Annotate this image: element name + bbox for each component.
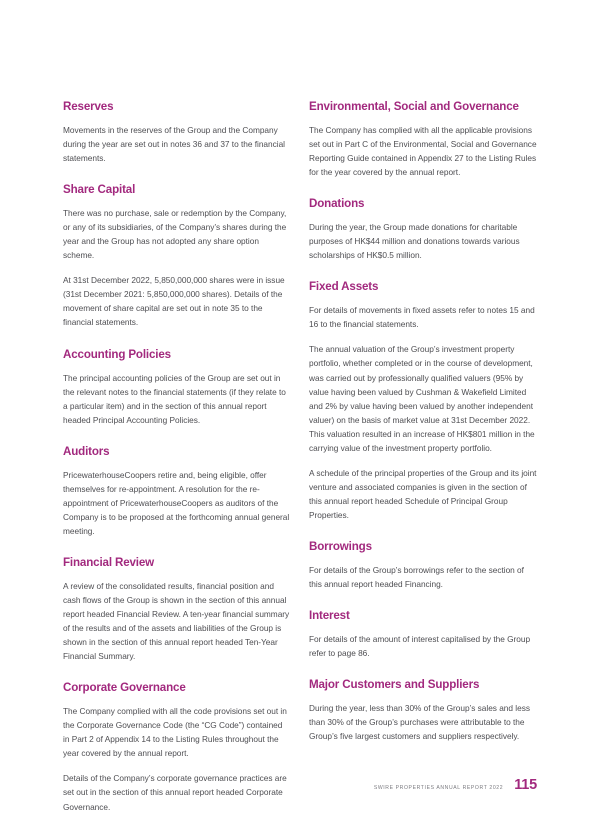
section-paragraph: During the year, the Group made donations for charitable purposes of HK$44 million and donations towards various scholarships of HK$0.5 million. [309,222,520,261]
section-paragraph: The principal accounting policies of the Group are set out in the relevant notes to the financial statements (if they relate to a particular item) and in the section of this annual report headed Principal Accounting Policies. [63,372,286,425]
section [63,445,291,538]
section [309,280,537,522]
section [309,197,537,262]
section-paragraph: The annual valuation of the Group’s investment property portfolio, whether completed or in the course of development, was carried out by professionally qualified valuers (95% by value having been valued by Cushman & Wakefield Limited and 2% by value having been valued by another independent valuer) on the basis of market value at 31st December 2022. This valuation resulted in an increase of HK$801 million in the carrying value of the investment property portfolio. [309,344,535,453]
section-paragraph: For details of movements in fixed assets refer to notes 15 and 16 to the financial statements. [309,305,535,330]
section-paragraph: Movements in the reserves of the Group and the Company during the year are set out in notes 36 and 37 to the financial statements. [63,125,285,164]
section-heading: Share Capital [63,183,136,197]
section [63,348,291,427]
section-paragraph: A review of the consolidated results, financial position and cash flows of the Group is shown in the section of this annual report headed Financial Review. A ten-year financial summary of the results and of the assets and liabilities of the Group is shown in the section of this annual report headed Ten-Year Financial Summary. [63,580,290,662]
section-heading: Reserves [63,100,114,113]
section-paragraph: A schedule of the principal properties of the Group and its joint venture and associated companies is given in the section of this annual report headed Schedule of Principal Group Properties. [309,467,537,520]
section-paragraph: There was no purchase, sale or redemption by the Company, or any of its subsidiaries, of the Company’s shares during the year and the Group has not adopted any share option scheme. [63,208,287,261]
section-heading: Auditors [63,444,110,458]
section-paragraph: At 31st December 2022, 5,850,000,000 shares were in issue (31st December 2021: 5,850,000,000 shares). Details of the movement of share capital are set out in note 35 to the financial statements. [63,275,285,328]
section [309,609,537,660]
section-paragraph: The Company has complied with all the applicable provisions set out in Part C of the Environmental, Social and Governance Reporting Guide contained in Appendix 27 to the Listing Rules for the year covered by the annual report. [309,125,537,178]
section-heading: Fixed Assets [309,280,379,294]
page-footer [374,778,537,793]
section-heading: Interest [309,609,350,623]
two-column-body [63,100,537,814]
section [63,183,291,329]
section [309,540,537,591]
section-heading: Donations [309,197,365,211]
section [309,678,537,743]
page-number: 115 [514,776,537,793]
section-paragraph: The Company complied with all the code provisions set out in the Corporate Governance Code (the “CG Code”) contained in Part 2 of Appendix 14 to the Listing Rules throughout the year covered by the annual report. [63,706,287,759]
section-heading: Environmental, Social and Governance [309,100,519,113]
section-paragraph: Details of the Company’s corporate governance practices are set out in the section of this annual report headed Corporate Governance. [63,773,287,812]
section [63,556,291,663]
section [63,681,291,813]
section-paragraph: During the year, less than 30% of the Group’s sales and less than 30% of the Group’s purchases were attributable to the Group’s five largest customers and suppliers respectively. [309,703,530,742]
footer-report-title: SWIRE PROPERTIES ANNUAL REPORT 2022 [373,784,504,791]
section-heading: Major Customers and Suppliers [309,678,480,692]
section-paragraph: For details of the amount of interest capitalised by the Group refer to page 86. [309,634,531,659]
section-paragraph: PricewaterhouseCoopers retire and, being eligible, offer themselves for re-appointment. A resolution for the re-appointment of PricewaterhouseCoopers as auditors of the Company is to be proposed at the forthcoming annual general meeting. [63,469,290,536]
section-heading: Financial Review [63,555,155,569]
section-paragraph: For details of the Group’s borrowings refer to the section of this annual report headed Financing. [309,564,524,590]
section-heading: Accounting Policies [63,347,171,361]
section-heading: Corporate Governance [63,681,186,695]
section-heading: Borrowings [309,539,372,553]
section [309,100,537,179]
section [63,100,291,165]
right-column [309,100,537,743]
left-column [63,100,291,814]
